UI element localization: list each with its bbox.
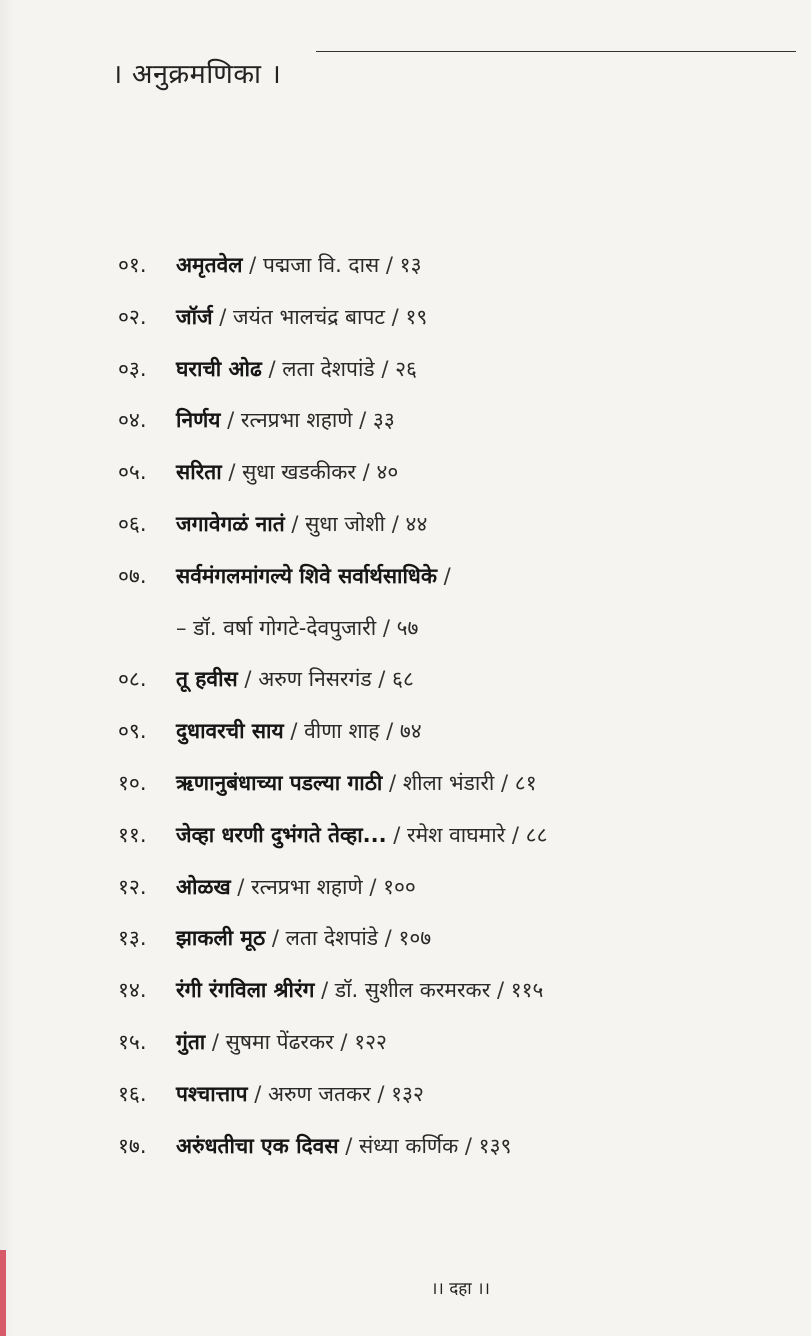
toc-separator: / [382, 771, 403, 795]
toc-title: गुंता [176, 1030, 206, 1054]
toc-author: सुषमा पेंढरकर [225, 1030, 334, 1054]
toc-title: जेव्हा धरणी दुभंगते तेव्हा... [176, 822, 387, 847]
toc-separator: / [333, 1030, 355, 1054]
toc-separator: / [374, 356, 396, 381]
toc-separator: / [314, 978, 335, 1003]
toc-page-number: ८१ [514, 771, 537, 795]
toc-number: ०४. [118, 408, 147, 433]
toc-author: रत्नप्रभा शहाणे [240, 408, 353, 433]
toc-number: ०२. [118, 304, 147, 329]
toc-title: तू हवीस [176, 667, 238, 692]
toc-author: संध्या कर्णिक [358, 1133, 459, 1158]
toc-page-number: ३३ [372, 408, 395, 433]
toc-author: अरुण जतकर [267, 1081, 371, 1106]
toc-number: ०५. [118, 460, 147, 485]
toc-author: अरुण निसरगंड [258, 667, 372, 692]
toc-entry [118, 975, 543, 1005]
toc-number: १७. [118, 1133, 147, 1158]
toc-author: डॉ. वर्षा गोगटे-देवपुजारी [193, 615, 377, 640]
toc-entry [118, 509, 427, 539]
toc-number: १३. [118, 926, 147, 951]
toc-number: ०९. [118, 719, 147, 744]
toc-title: सरिता [176, 460, 222, 485]
toc-author: पद्मजा वि. दास [262, 253, 380, 277]
toc-entry-continuation [118, 613, 418, 643]
toc-separator: / [371, 667, 393, 692]
toc-dash: – [176, 615, 194, 640]
toc-page-number: १०० [383, 874, 416, 899]
toc-title: रंगी रंगविला श्रीरंग [176, 978, 315, 1003]
toc-number: १६. [118, 1081, 147, 1106]
toc-separator: / [220, 408, 241, 433]
toc-separator: / [356, 460, 377, 485]
toc-author: सुधा खडकीकर [242, 460, 356, 485]
toc-author: सुधा जोशी [305, 512, 386, 536]
page-title: । अनुक्रमणिका । [112, 58, 282, 90]
toc-number: ०६. [118, 512, 147, 536]
toc-number: १०. [118, 771, 147, 795]
toc-author: डॉ. सुशील करमरकर [334, 978, 491, 1003]
page-number-footer: ।। दहा ।। [430, 1279, 491, 1299]
toc-entry [118, 664, 414, 694]
toc-title: झाकली मूठ [176, 926, 266, 951]
toc-title: ऋणानुबंधाच्या पडल्या गाठी [176, 771, 383, 795]
toc-page-number: १०७ [398, 926, 432, 951]
toc-separator: / [352, 408, 373, 433]
toc-number: ०३. [118, 356, 147, 381]
toc-number: ०१. [118, 253, 147, 277]
toc-entry [118, 820, 548, 850]
toc-page-number: १३ [399, 253, 422, 277]
toc-separator: / [458, 1133, 479, 1158]
toc-entry [118, 405, 395, 435]
toc-separator: / [378, 926, 399, 951]
toc-title: जगावेगळं नातं [176, 512, 285, 536]
toc-separator: / [386, 822, 408, 847]
toc-author: शीला भंडारी [402, 771, 495, 795]
toc-separator: / [338, 1133, 359, 1158]
toc-author: रमेश वाघमारे [407, 822, 506, 847]
toc-page-number: ८८ [525, 822, 548, 847]
toc-number: ०७. [118, 563, 147, 588]
toc-separator: / [362, 874, 384, 899]
toc-separator: / [247, 1081, 268, 1106]
toc-title: अरुंधतीचा एक दिवस [176, 1133, 339, 1158]
toc-page-number: १९ [405, 304, 428, 329]
header-rule [316, 51, 796, 52]
toc-title: दुधावरची साय [176, 719, 284, 744]
toc-author: रत्नप्रभा शहाणे [251, 874, 363, 899]
toc-title: जॉर्ज [176, 304, 213, 329]
toc-separator: / [212, 304, 234, 329]
toc-number: १४. [118, 978, 147, 1003]
toc-title: अमृतवेल [176, 253, 243, 277]
toc-separator: / [230, 874, 252, 899]
toc-entry [118, 561, 451, 591]
toc-title: निर्णय [176, 408, 221, 433]
toc-separator: / [379, 719, 400, 744]
toc-entry [118, 250, 422, 280]
toc-entry [118, 1027, 387, 1057]
toc-entry [118, 302, 427, 332]
toc-separator: / [385, 304, 406, 329]
toc-page-number: २६ [395, 356, 417, 381]
toc-separator: / [205, 1030, 226, 1054]
toc-entry [118, 457, 398, 487]
toc-separator: / [385, 512, 406, 536]
toc-title: घराची ओढ [176, 356, 262, 381]
toc-page-number: ६८ [392, 667, 414, 692]
toc-title: ओळख [176, 874, 231, 899]
toc-page-number: १३९ [478, 1133, 512, 1158]
toc-author: जयंत भालचंद्र बापट [233, 304, 385, 329]
toc-number: ११. [118, 822, 147, 847]
toc-header [112, 52, 281, 92]
toc-page-number: ११५ [510, 978, 544, 1003]
toc-entry [118, 872, 416, 902]
toc-separator: / [490, 978, 511, 1003]
toc-separator: / [370, 1081, 392, 1106]
toc-title: पश्चात्ताप [176, 1081, 248, 1106]
toc-author: वीणा शाह [304, 719, 380, 744]
toc-separator: / [505, 822, 526, 847]
toc-entry [118, 716, 422, 746]
toc-separator: / [261, 356, 283, 381]
toc-separator: / [283, 719, 305, 744]
toc-number: १२. [118, 874, 147, 899]
toc-entry [118, 768, 537, 798]
toc-separator: / [221, 460, 243, 485]
toc-entry [118, 1131, 511, 1161]
toc-page-number: १३२ [391, 1081, 424, 1106]
toc-page-number: ७४ [399, 719, 422, 744]
toc-title: सर्वमंगलमांगल्ये शिवे सर्वार्थसाधिके [176, 563, 437, 588]
toc-separator: / [494, 771, 515, 795]
toc-author: लता देशपांडे [285, 926, 378, 951]
toc-separator: / [376, 615, 397, 640]
toc-separator: / [265, 926, 286, 951]
toc-separator: / [436, 563, 451, 588]
toc-page-number: ४४ [405, 512, 428, 536]
toc-entry [118, 354, 417, 384]
toc-separator: / [379, 253, 400, 277]
toc-page-number: ४० [376, 460, 399, 485]
toc-number: ०८. [118, 667, 147, 692]
toc-page-number: १२२ [354, 1030, 387, 1054]
toc-separator: / [242, 253, 263, 277]
toc-author: लता देशपांडे [282, 356, 375, 381]
toc-number: १५. [118, 1030, 147, 1054]
toc-entry [118, 1079, 424, 1109]
toc-separator: / [284, 512, 306, 536]
toc-entry [118, 923, 431, 953]
toc-separator: / [237, 667, 259, 692]
toc-page-number: ५७ [396, 615, 419, 640]
